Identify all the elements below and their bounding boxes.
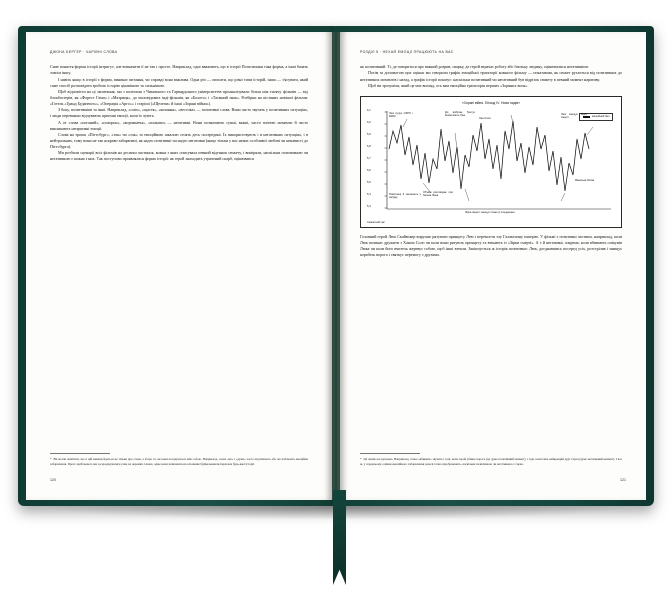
footnote-right <box>360 453 622 466</box>
page-number-right: 121 <box>620 478 626 482</box>
chart-x-note: Сюжетний час <box>367 220 385 224</box>
chart <box>360 96 622 228</box>
paragraph: Потім за допомогою цих оцінок ми створили графік емоційної траєкторії кожного фільму — показавши, як сюжет рухається від позитивних до негативних моментів і назад, а графік історії показує: наскільки позитивний чи негативний був відрізок сюжету в певний момент наративу. <box>360 70 622 82</box>
y-tick-label: 5,3 <box>367 204 371 208</box>
right-page <box>340 32 646 500</box>
footnote-left <box>50 453 308 466</box>
chart-annotation: Хан Соло <box>479 116 491 120</box>
paragraph: А от слова «поганий», «похорон», «ворожнеча», «плакати» — негативні. Вони позначають сумні, важкі, часто гнітючі моменти й часто викликають неприємні емоції. <box>50 119 308 131</box>
footnote-marker: * <box>50 457 52 462</box>
paragraph: Щоб відповісти на ці запитання, ми з колегами з Чиказького та Гарвардського університетів проаналізували більш ніж тисячу фільмів — від блокбастерів, як «Форест Гамп» і «Матриця», до маловідомих інді-фільмів, як «Болото» і «Таємний знак». Розбірки на кістяних новішої фільми: «Готель «Гранд Будапешт»», «Операція «Арго»» і старіші («Щелепи» й інші «Зоряні війни»). <box>50 88 308 107</box>
chart-annotation: Зірка смерті знищує планету Альдераан <box>465 210 515 214</box>
paragraph: І навіть якщо в історії є форма, виникає питання, чи справді вона важлива. Одна річ — описати, що різні типи історій, інша — з'ясувати, який саме спосіб розповідати зробить історію цікавішою та сильнішою. <box>50 76 308 88</box>
y-tick-label: 6,1 <box>367 108 371 112</box>
y-tick-label: 5,7 <box>367 156 371 160</box>
paragraph: Ми розбили сценарії всіх фільмів на десятки частинок, кожна з яких описувала певний відтинок сюжету, і виміряли, наскільки позитивною чи негативною є кожна з них. Так поступово проявлялася форма історії: як герой знаходить утрачений скарб, оцінювався <box>50 150 308 162</box>
y-tick-label: 5,9 <box>367 132 371 136</box>
footnote-marker: * <box>360 457 362 462</box>
page-number-left: 120 <box>50 478 56 482</box>
running-head-right: РОЗДІЛ 5 · НЕХАЙ ЕМОЦІЇ ПРАЦЮЮТЬ НА ВАС <box>360 50 454 54</box>
paragraph: Щоб ви зрозуміли, який це має вигляд, ось вам емоційна траєкторія перших «Зоряних воєн». <box>368 82 529 88</box>
footnote-text: Це оцінка не ідеальна. Наприклад, слово «вбивати» звучить і тоді, коли герой убиває ворога (це дуже позитивний момент), і тоді, коли гине найкращий друг героя (дуже негативний момент). І все ж, у середньому, оцінки емоційного забарвлення доволі точно відображають, наскільки позитивною чи негативною є сцена. <box>360 457 622 466</box>
running-head-left: ДЖОНА БЕРГЕР · ЧАРІВНІ СЛОВА <box>50 50 118 54</box>
figure-star-wars-emotional-arc <box>360 96 622 228</box>
y-tick-label: 5,5 <box>367 180 371 184</box>
chart-annotation: Люк знищує Зірку смерті <box>561 112 587 119</box>
footnote-rule <box>360 453 420 454</box>
paragraph: З боку, позитивніші за інші. Наприклад, «смix», «щастя», «кохання», «веселка» — позитивні слова. Вони часто звучать у позитивних ситуаціях, і люди переважно відчувають приємні емоції, коли їх чують. <box>50 107 308 119</box>
chart-annotation: Люк купує СЗРО і R2D2 <box>389 111 413 118</box>
y-tick-label: 5,8 <box>367 144 371 148</box>
legend-label: емоційний бал <box>591 115 610 119</box>
left-page <box>26 32 332 500</box>
y-tick-label: 5,6 <box>367 168 371 172</box>
paragraph: Головний герой Люк Скайвокер вирушає рятувати принцесу Лею і перемогти злу Галактичну імперію. У фільмі є позитивні частини, наприклад, коли Люк починає дружити з Ханом Соло чи коли вони рятують принцесу та втікають із «Зірки смерті». А є й негативні, зокрема, коли вбивають опікунів Люка чи коли його вчитель жертвує собою, щоб інші втекли. Закінчується ж історія позитивно: Люк, доєднавшись посеред усіх, розстріляв і знищує корабель ворога і святкує перемогу з друзями. <box>360 233 622 258</box>
open-book <box>18 20 654 520</box>
left-page-body <box>50 50 308 163</box>
chart-annotation: Фінальна битва <box>575 178 595 182</box>
paragraph: Саме поняття форми історії інтригує, але визначити її не так і просто. Наприклад, одні вважають, що в історії Попелюшки така форма, а інші бачать зовсім іншу. <box>50 64 308 76</box>
chart-title: «Зоряні війни. Епізод IV. Нова надія» <box>461 100 521 105</box>
chart-annotation: Об'єви розповідає про батька Люка <box>423 190 453 197</box>
y-tick-label: 5,4 <box>367 192 371 196</box>
chart-annotation: Повстанці й загинають у засідку <box>389 192 421 199</box>
footnote-text: Ви могли помітити, що в цій книжці йдеться не тільки про слова, а й про те, як вони поєднуються між собою. Наприклад, слова «не» і «дуже» часто підсилюють або послаблюють емоційне забарвлення. Проте здебільшого ми зосереджувалися саме на окремих словах, адже вони залишаються основним будівельним матеріалом будь-якої історії. <box>50 457 308 466</box>
footnote-rule <box>50 453 110 454</box>
paragraph: як позитивний. Ті, де говориться про важкий розрив, сварку, де герой втрачає роботу або близьку людину, оцінювалися негативніше. <box>360 64 590 70</box>
paragraph: Слова на зразок «Піттсбург», «так» чи «так» за емоційною шкалою стоять десь посередині. Їх використовують і в негативних ситуаціях, і в нейтральних, тому вони не так яскраво забарвлені, як надто позитивні чи надто негативні (якщо тільки у вас немає особливої любові чи ненависті до Піттсбурга). <box>50 131 308 150</box>
chart-annotation: До вибухає бунтує визволяють Лею <box>445 110 475 117</box>
right-page-body <box>360 50 622 258</box>
y-tick-label: 6,0 <box>367 120 371 124</box>
bookmark-ribbon <box>333 490 346 585</box>
